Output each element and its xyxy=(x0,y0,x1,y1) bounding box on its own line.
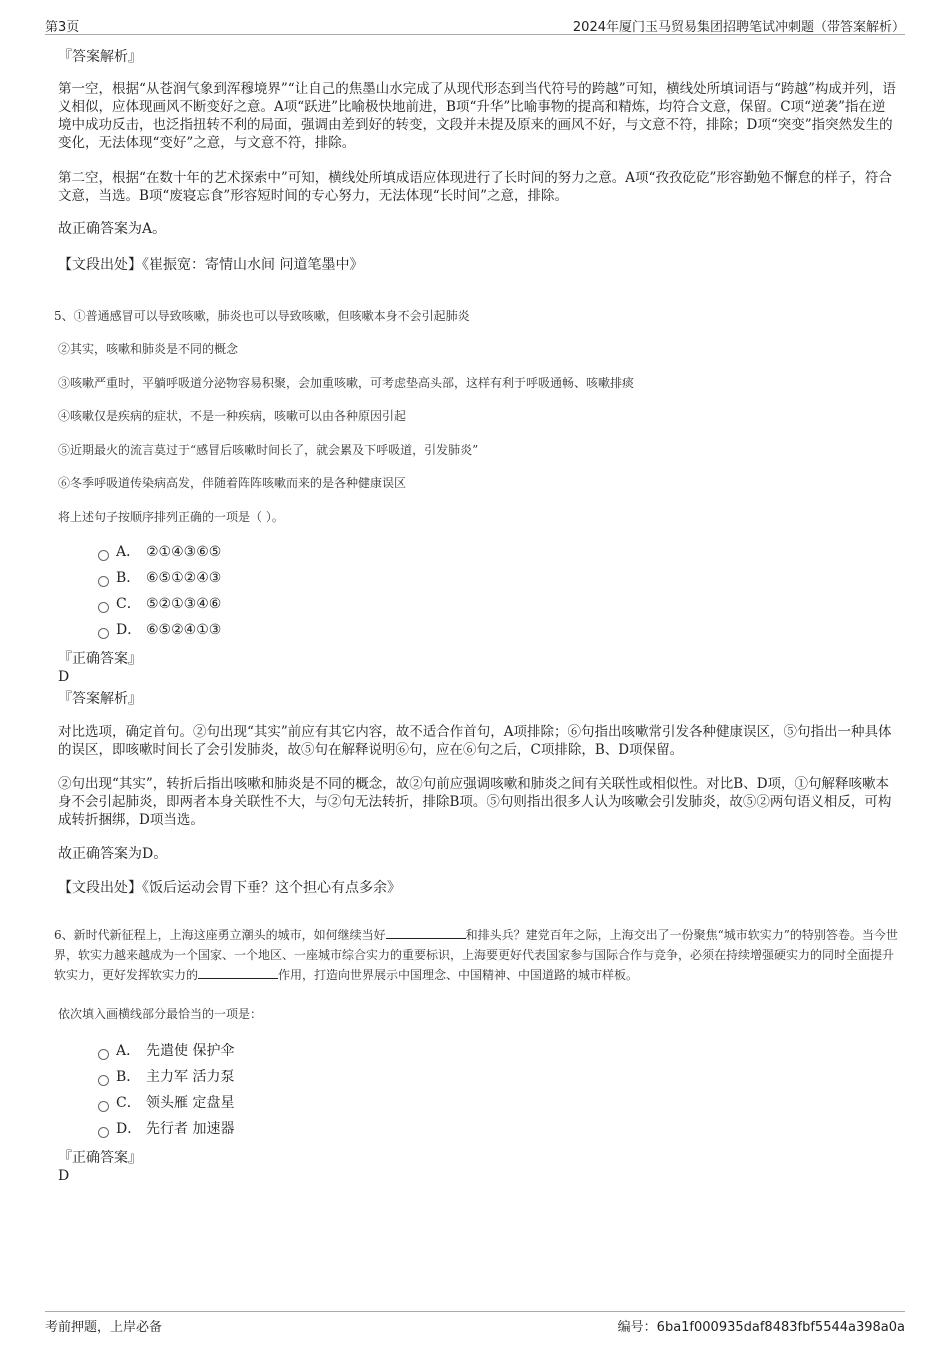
question-5-options xyxy=(58,541,458,645)
footer-slogan: 考前押题，上岸必备 xyxy=(45,1320,163,1335)
stem-part-1: 6、新时代新征程上，上海这座勇立潮头的城市，如何继续当好 xyxy=(54,928,386,942)
radio-icon[interactable] xyxy=(98,1101,109,1112)
question-5-sentence-3: ③咳嗽严重时，平躺呼吸道分泌物容易积聚，会加重咳嗽，可考虑垫高头部，这样有利于呼吸通畅、咳嗽排痰 xyxy=(58,376,635,390)
option-b[interactable] xyxy=(58,1066,458,1092)
radio-icon[interactable] xyxy=(98,602,109,613)
option-letter: D． xyxy=(116,1121,142,1137)
option-letter: D． xyxy=(116,622,142,638)
source-citation: 【文段出处】《饭后运动会胃下垂？这个担心有点多余》 xyxy=(58,880,401,896)
option-c[interactable] xyxy=(58,593,458,619)
analysis-paragraph-2: ②句出现“其实”，转折后指出咳嗽和肺炎是不同的概念，故②句前应强调咳嗽和肺炎之间有关联性或相似性。对比B、D项，①句解释咳嗽本身不会引起肺炎，即两者本身关联性不大，与②句无法转折，排除B项。⑤句则指出很多人认为咳嗽会引发肺炎，故⑤②两句语义相反，可构成转折捆绑，D项当选。 xyxy=(58,776,892,828)
option-b[interactable] xyxy=(58,567,458,593)
blank-1 xyxy=(386,926,466,939)
stem-part-3: 作用，打造向世界展示中国理念、中国精神、中国道路的城市样板。 xyxy=(278,968,639,982)
radio-icon[interactable] xyxy=(98,1049,109,1060)
stem-part-2: 和排头兵？建党百年之际，上海交出了一份聚焦“城市软实力”的特别答卷。当今世界，软实力越来越成为一个国家、一个地区、一座城市综合实力的重要标识，上海要更好代表国家参与国际合作与竞争，必须在持续增强硬实力的同时全面提升软实力，更好发挥软实力的 xyxy=(54,928,898,982)
question-5-sentence-6: ⑥冬季呼吸道传染病高发，伴随着阵阵咳嗽而来的是各种健康误区 xyxy=(58,476,407,490)
page-footer xyxy=(45,1311,905,1336)
analysis-label: 『答案解析』 xyxy=(58,49,142,65)
option-a[interactable] xyxy=(58,1040,458,1066)
option-text: ⑤②①③④⑥ xyxy=(146,596,222,612)
option-text: 主力军 活力泵 xyxy=(146,1069,235,1085)
question-5-sentence-1: 5、①普通感冒可以导致咳嗽，肺炎也可以导致咳嗽，但咳嗽本身不会引起肺炎 xyxy=(54,309,470,323)
document-id: 编号：6ba1f000935daf8483fbf5544a398a0a xyxy=(617,1320,905,1335)
conclusion-text: 故正确答案为A。 xyxy=(58,221,167,237)
analysis-paragraph-2: 第二空，根据“在数十年的艺术探索中”可知，横线处所填成语应体现进行了长时间的努力之意。A项“孜孜矻矻”形容勤勉不懈怠的样子，符合文意，当选。B项“废寝忘食”形容短时间的专心努力，无法体现“长时间”之意，排除。 xyxy=(58,170,892,204)
source-citation: 【文段出处】《崔振宽：寄情山水间 问道笔墨中》 xyxy=(58,257,364,273)
option-text: ⑥⑤①②④③ xyxy=(146,570,222,586)
page-number: 第3页 xyxy=(45,20,80,35)
question-6-prompt: 依次填入画横线部分最恰当的一项是： xyxy=(58,1007,263,1021)
option-text: 领头雁 定盘星 xyxy=(146,1095,235,1111)
radio-icon[interactable] xyxy=(98,628,109,639)
option-letter: A． xyxy=(116,1043,141,1059)
blank-2 xyxy=(198,966,278,979)
option-text: ②①④③⑥⑤ xyxy=(146,544,222,560)
analysis-paragraph-1: 对比选项，确定首句。②句出现“其实”前应有其它内容，故不适合作首句，A项排除；⑥句指出咳嗽常引发各种健康误区，⑤句指出一种具体的误区，即咳嗽时间长了会引发肺炎，故⑤句在解释说明⑥句，应在⑥句之后，C项排除，B、D项保留。 xyxy=(58,724,892,758)
question-6-stem xyxy=(54,925,898,985)
question-5-sentence-2: ②其实，咳嗽和肺炎是不同的概念 xyxy=(58,342,239,356)
analysis-label: 『答案解析』 xyxy=(58,691,142,707)
option-c[interactable] xyxy=(58,1092,458,1118)
question-5-prompt: 将上述句子按顺序排列正确的一项是（ ）。 xyxy=(58,510,284,524)
option-letter: B． xyxy=(116,570,141,586)
conclusion-text: 故正确答案为D。 xyxy=(58,846,168,862)
radio-icon[interactable] xyxy=(98,1127,109,1138)
correct-answer: D xyxy=(58,1168,70,1184)
radio-icon[interactable] xyxy=(98,576,109,587)
option-letter: A． xyxy=(116,544,141,560)
radio-icon[interactable] xyxy=(98,550,109,561)
analysis-paragraph-1: 第一空，根据“从苍润气象到浑穆境界”“让自己的焦墨山水完成了从现代形态到当代符号的跨越”可知，横线处所填词语与“跨越”构成并列，语义相似，应体现画风不断变好之意。A项“跃进”比喻极快地前进，B项“升华”比喻事物的提高和精炼，均符合文意，保留。C项“逆袭”指在逆境中成功反击，也泛指扭转不利的局面，强调由差到好的转变，文段并未提及原来的画风不好，与文意不符，排除；D项“突变”指突然发生的变化，无法体现“变好”之意，与文意不符，排除。 xyxy=(58,81,896,151)
question-6-options xyxy=(58,1040,458,1144)
page-header xyxy=(45,14,905,35)
option-letter: B． xyxy=(116,1069,141,1085)
option-text: ⑥⑤②④①③ xyxy=(146,622,222,638)
document-title: 2024年厦门玉马贸易集团招聘笔试冲刺题（带答案解析） xyxy=(572,20,905,35)
option-letter: C． xyxy=(116,596,141,612)
option-d[interactable] xyxy=(58,619,458,645)
radio-icon[interactable] xyxy=(98,1075,109,1086)
question-5-sentence-5: ⑤近期最火的流言莫过于“感冒后咳嗽时间长了，就会累及下呼吸道，引发肺炎” xyxy=(58,443,479,457)
option-letter: C． xyxy=(116,1095,141,1111)
option-d[interactable] xyxy=(58,1118,458,1144)
question-5-sentence-4: ④咳嗽仅是疾病的症状，不是一种疾病，咳嗽可以由各种原因引起 xyxy=(58,409,407,423)
option-a[interactable] xyxy=(58,541,458,567)
option-text: 先行者 加速器 xyxy=(146,1121,235,1137)
correct-answer: D xyxy=(58,669,70,685)
option-text: 先遣使 保护伞 xyxy=(146,1043,235,1059)
correct-answer-label: 『正确答案』 xyxy=(58,651,142,667)
correct-answer-label: 『正确答案』 xyxy=(58,1150,142,1166)
